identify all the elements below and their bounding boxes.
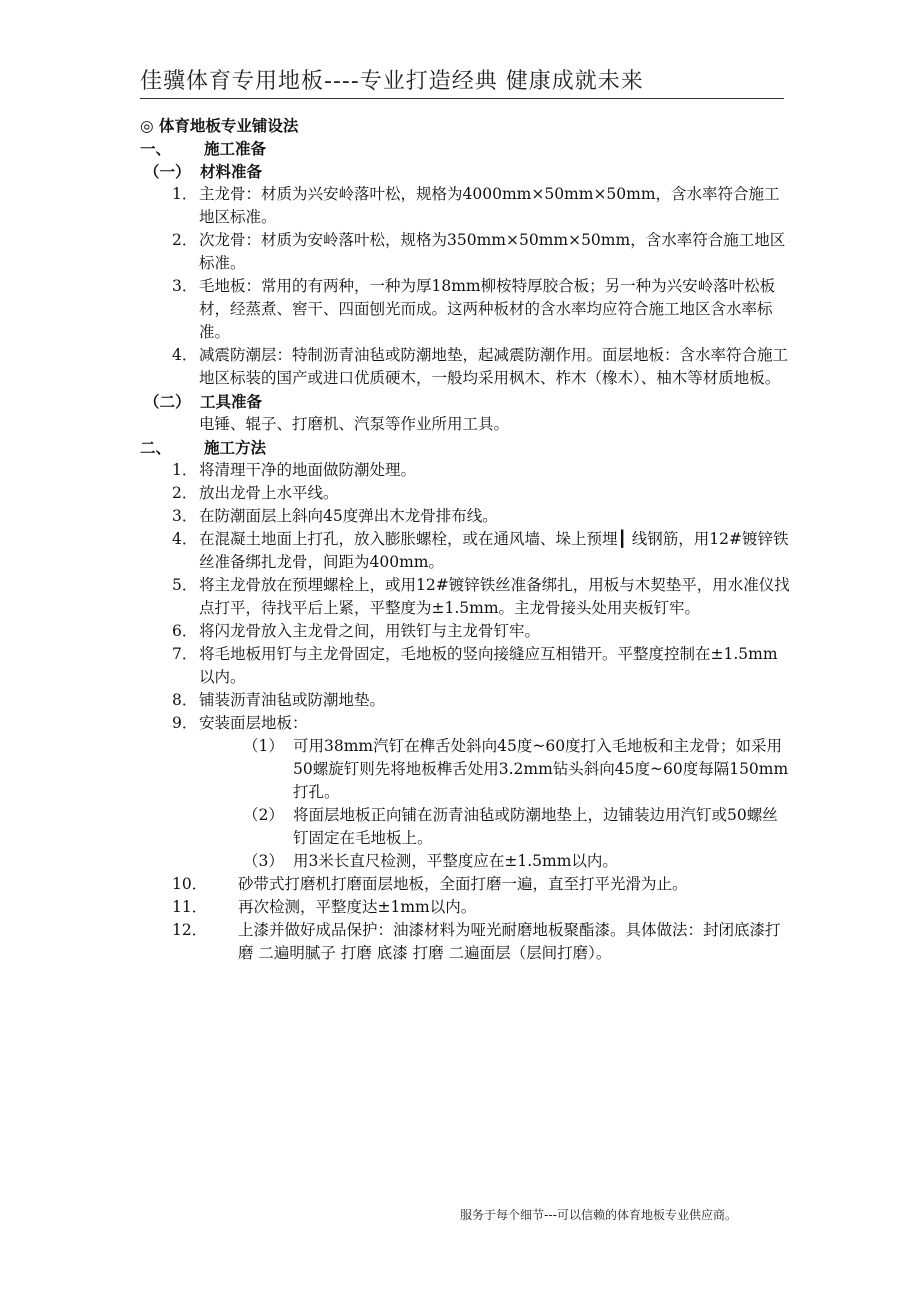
list-item <box>172 574 790 620</box>
item-text: 再次检测，平整度达±1mm以内。 <box>238 898 477 916</box>
list-item <box>172 229 790 275</box>
header-title: 佳骥体育专用地板----专业打造经典 健康成就未来 <box>140 69 644 94</box>
section-title: 施工准备 <box>204 139 267 158</box>
section-number: 二、 <box>140 438 172 457</box>
list-item <box>172 528 790 574</box>
sub-item-number: （3） <box>243 852 284 870</box>
list-item <box>172 275 790 344</box>
subsection-title: 材料准备 <box>200 162 263 181</box>
item-number: 11． <box>172 898 208 916</box>
item-text: 安装面层地板： <box>199 714 308 732</box>
subsection-number: （一） <box>144 162 191 181</box>
section-title: 施工方法 <box>204 438 267 457</box>
item-text: 将主龙骨放在预埋螺栓上，或用12#镀锌铁丝准备绑扎，用板与木契垫平，用水准仪找点打平，待找平后上紧，平整度为±1.5mm。主龙骨接头处用夹板钉牢。 <box>199 576 790 617</box>
page-header <box>140 62 784 99</box>
document-body <box>140 112 790 965</box>
item-number: 5． <box>172 576 198 594</box>
item-text: 砂带式打磨机打磨面层地板，全面打磨一遍，直至打平光滑为止。 <box>238 875 688 893</box>
item-text: 将闪龙骨放入主龙骨之间，用铁钉与主龙骨钉牢。 <box>199 622 541 640</box>
list-item <box>172 459 790 482</box>
list-item <box>172 344 790 390</box>
item-text: 在防潮面层上斜向45度弹出木龙骨排布线。 <box>199 507 498 525</box>
item-text: 放出龙骨上水平线。 <box>199 484 339 502</box>
item-text: 将清理干净的地面做防潮处理。 <box>199 461 417 479</box>
subsection-number: （二） <box>144 392 191 411</box>
item-text: 铺装沥青油毡或防潮地垫。 <box>199 691 386 709</box>
list-item <box>172 689 790 712</box>
item-number: 6． <box>172 622 198 640</box>
list-item <box>172 505 790 528</box>
list-item <box>172 482 790 505</box>
item-number: 3． <box>172 277 198 295</box>
subsection-title: 工具准备 <box>200 392 263 411</box>
item-text: 将毛地板用钉与主龙骨固定，毛地板的竖向接缝应互相错开。平整度控制在±1.5mm以内。 <box>199 645 778 686</box>
list-item <box>172 643 790 689</box>
item-number: 8． <box>172 691 198 709</box>
list-item <box>172 712 790 735</box>
list-item <box>172 919 790 965</box>
list-item <box>172 873 790 896</box>
item-number: 9． <box>172 714 198 732</box>
subsection-heading <box>144 390 790 413</box>
item-number: 2． <box>172 484 198 502</box>
section-number: 一、 <box>140 139 172 158</box>
list-item <box>172 183 790 229</box>
sub-list-item <box>243 735 790 804</box>
section-heading <box>140 137 790 160</box>
item-text: 减震防潮层：特制沥青油毡或防潮地垫，起减震防潮作用。面层地板：含水率符合施工地区标装的国产或进口优质硬木，一般均采用枫木、柞木（橡木）、柚木等材质地板。 <box>199 346 789 387</box>
item-number: 1． <box>172 185 198 203</box>
item-text: 上漆并做好成品保护：油漆材料为哑光耐磨地板聚酯漆。具体做法：封闭底漆打磨 二遍明腻子 打磨 底漆 打磨 二遍面层（层间打磨）。 <box>238 921 781 962</box>
sub-item-text: 可用38mm汽钉在榫舌处斜向45度~60度打入毛地板和主龙骨；如采用50螺旋钉则先将地板榫舌处用3.2mm钻头斜向45度~60度每隔150mm打孔。 <box>293 737 789 801</box>
sub-item-text: 将面层地板正向铺在沥青油毡或防潮地垫上，边铺装边用汽钉或50螺丝钉固定在毛地板上。 <box>293 806 778 847</box>
item-number: 4． <box>172 530 198 548</box>
item-text: 主龙骨：材质为兴安岭落叶松，规格为4000mm×50mm×50mm，含水率符合施工地区标准。 <box>199 185 780 226</box>
sub-item-number: （1） <box>243 737 284 755</box>
sub-list-item <box>243 850 790 873</box>
section-heading <box>140 436 790 459</box>
list-item <box>172 896 790 919</box>
document-title: ◎ 体育地板专业铺设法 <box>140 116 299 135</box>
subsection-heading <box>144 160 790 183</box>
sub-item-text: 用3米长直尺检测，平整度应在±1.5mm以内。 <box>293 852 618 870</box>
item-number: 12． <box>172 921 208 939</box>
item-text: 毛地板：常用的有两种，一种为厚18mm柳桉特厚胶合板；另一种为兴安岭落叶松板材，经蒸煮、窖干、四面刨光而成。这两种板材的含水率均应符合施工地区含水率标准。 <box>199 277 776 341</box>
item-number: 10． <box>172 875 208 893</box>
sub-list-item <box>243 804 790 850</box>
item-number: 1． <box>172 461 198 479</box>
page-footer: 服务于每个细节---可以信赖的体育地板专业供应商。 <box>460 1208 737 1222</box>
item-number: 4． <box>172 346 198 364</box>
item-text: 在混凝土地面上打孔，放入膨胀螺栓，或在通风墙、垛上预埋┃ 线钢筋，用12#镀锌铁丝准备绑扎龙骨，间距为400mm。 <box>199 530 789 571</box>
sub-item-number: （2） <box>243 806 284 824</box>
item-number: 7． <box>172 645 198 663</box>
paragraph-text: 电锤、辊子、打磨机、汽泵等作业所用工具。 <box>199 415 510 433</box>
item-number: 3． <box>172 507 198 525</box>
item-number: 2． <box>172 231 198 249</box>
list-item <box>172 620 790 643</box>
item-text: 次龙骨：材质为安岭落叶松，规格为350mm×50mm×50mm，含水率符合施工地区标准。 <box>199 231 786 272</box>
